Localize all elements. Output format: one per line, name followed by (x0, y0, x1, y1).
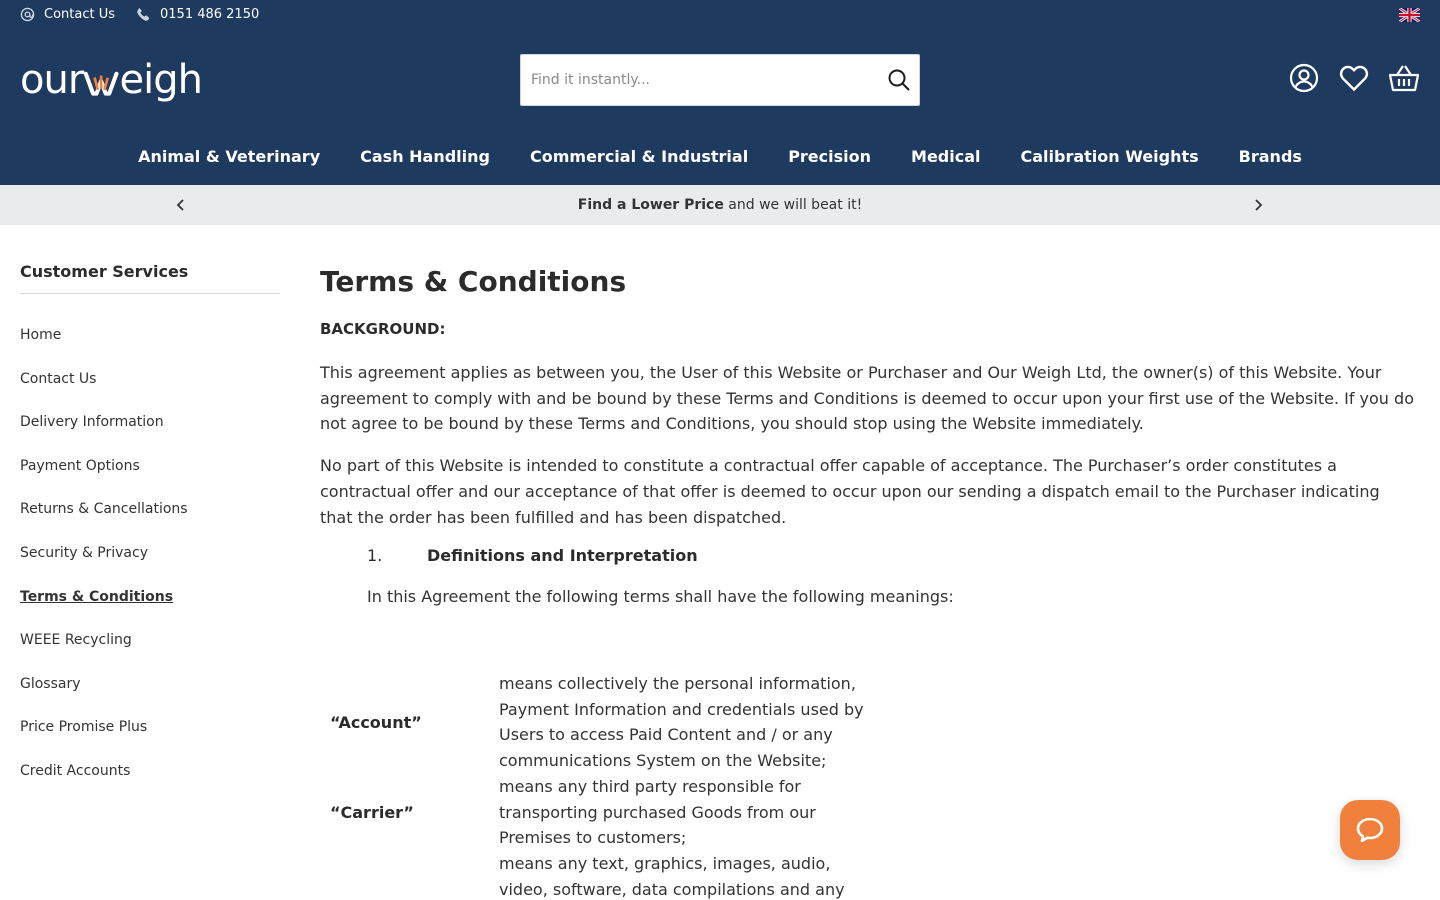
wishlist-button[interactable] (1338, 60, 1370, 96)
definition-term: “Carrier” (330, 802, 414, 822)
definition-description: means collectively the personal information, Payment Information and credentials used by Users to access Paid Content and / or any communications System on the Website; (499, 674, 864, 771)
definition-description: means any text, graphics, images, audio, video, software, data compilations and any (499, 853, 845, 899)
definition-row (330, 774, 890, 851)
top-bar (0, 0, 1440, 30)
definition-description: means any third party responsible for transporting purchased Goods from our Premises to customers; (499, 776, 816, 848)
sidebar-item-weee-recycling[interactable]: WEEE Recycling (20, 632, 132, 649)
site-header (0, 0, 1440, 185)
phone-link[interactable] (136, 7, 259, 22)
search-input[interactable] (531, 55, 871, 105)
basket-icon (1388, 63, 1420, 93)
offer-paragraph: No part of this Website is intended to constitute a contractual offer capable of acceptance. The Purchaser’s order constitutes a contractual offer and our acceptance of that offer is deemed to occur upon our sending a dispatch email to the Purchaser indicating that the order has been fulfilled and has been dispatched. (320, 456, 1380, 527)
chevron-right-icon[interactable] (1250, 197, 1266, 213)
nav-animal-veterinary[interactable]: Animal & Veterinary (138, 147, 321, 166)
definitions-heading (367, 546, 1415, 565)
phone-icon (136, 7, 151, 22)
sidebar-item-terms-conditions[interactable]: Terms & Conditions (20, 588, 174, 605)
section-title: Definitions and Interpretation (427, 546, 698, 566)
basket-button[interactable] (1388, 60, 1420, 96)
terms-content (320, 265, 1415, 899)
section-number: 1. (367, 546, 383, 566)
sidebar-item-price-promise-plus[interactable]: Price Promise Plus (20, 719, 148, 736)
sidebar-item-returns-cancellations[interactable]: Returns & Cancellations (20, 501, 188, 518)
contact-us-label: Contact Us (44, 7, 115, 22)
heart-icon (1339, 64, 1369, 92)
nav-brands[interactable]: Brands (1238, 147, 1302, 166)
background-heading: BACKGROUND: (320, 320, 446, 338)
main-navigation (0, 140, 1440, 174)
sidebar-item-security-privacy[interactable]: Security & Privacy (20, 544, 148, 561)
nav-cash-handling[interactable]: Cash Handling (360, 147, 490, 166)
nav-precision[interactable]: Precision (788, 147, 872, 166)
definition-row (330, 851, 890, 900)
nav-calibration-weights[interactable]: Calibration Weights (1020, 147, 1199, 166)
nav-medical[interactable]: Medical (911, 147, 981, 166)
definitions-intro: In this Agreement the following terms shall have the following meanings: (367, 587, 954, 607)
definition-row (330, 671, 890, 774)
promo-rest-text: and we will beat it! (723, 197, 863, 213)
definition-term (330, 851, 499, 900)
sidebar-item-contact-us[interactable]: Contact Us (20, 370, 97, 387)
definition-term: “Account” (330, 712, 422, 732)
contact-us-link[interactable] (20, 7, 115, 22)
site-logo[interactable] (20, 56, 202, 104)
search-icon[interactable] (887, 68, 911, 92)
page-title: Terms & Conditions (320, 265, 627, 298)
definitions-table (330, 671, 890, 900)
promo-bold-text: Find a Lower Price (577, 197, 724, 213)
customer-services-sidebar (20, 262, 280, 807)
sidebar-item-delivery-information[interactable]: Delivery Information (20, 414, 164, 431)
phone-label: 0151 486 2150 (160, 7, 260, 22)
header-icons (1288, 60, 1420, 96)
sidebar-item-credit-accounts[interactable]: Credit Accounts (20, 762, 131, 779)
account-button[interactable] (1288, 60, 1320, 96)
logo-text-right: eigh (119, 57, 202, 103)
chat-bubble-icon (1355, 816, 1385, 844)
nav-commercial-industrial[interactable]: Commercial & Industrial (530, 147, 749, 166)
sidebar-item-glossary[interactable]: Glossary (20, 675, 81, 692)
logo-w-mark-icon (84, 65, 118, 97)
sidebar-item-home[interactable]: Home (20, 327, 62, 343)
promo-bar (0, 185, 1440, 225)
uk-flag-icon[interactable] (1399, 8, 1420, 22)
user-icon (1289, 63, 1319, 93)
agreement-paragraph: This agreement applies as between you, the User of this Website or Purchaser and Our Weigh Ltd, the owner(s) of this Website. Your agreement to comply with and be bound by these Terms and Conditions is deemed to occur upon your first use of the Website. If you do not agree to be bound by these Terms and Conditions, you should stop using the Website immediately. (320, 363, 1414, 434)
live-chat-button[interactable] (1340, 800, 1400, 860)
at-icon (20, 7, 35, 22)
promo-message[interactable] (0, 185, 1440, 225)
search-box (520, 54, 920, 106)
sidebar-item-payment-options[interactable]: Payment Options (20, 457, 140, 474)
logo-text-left: our (20, 57, 84, 103)
sidebar-title: Customer Services (20, 262, 280, 294)
sidebar-list (20, 327, 280, 807)
